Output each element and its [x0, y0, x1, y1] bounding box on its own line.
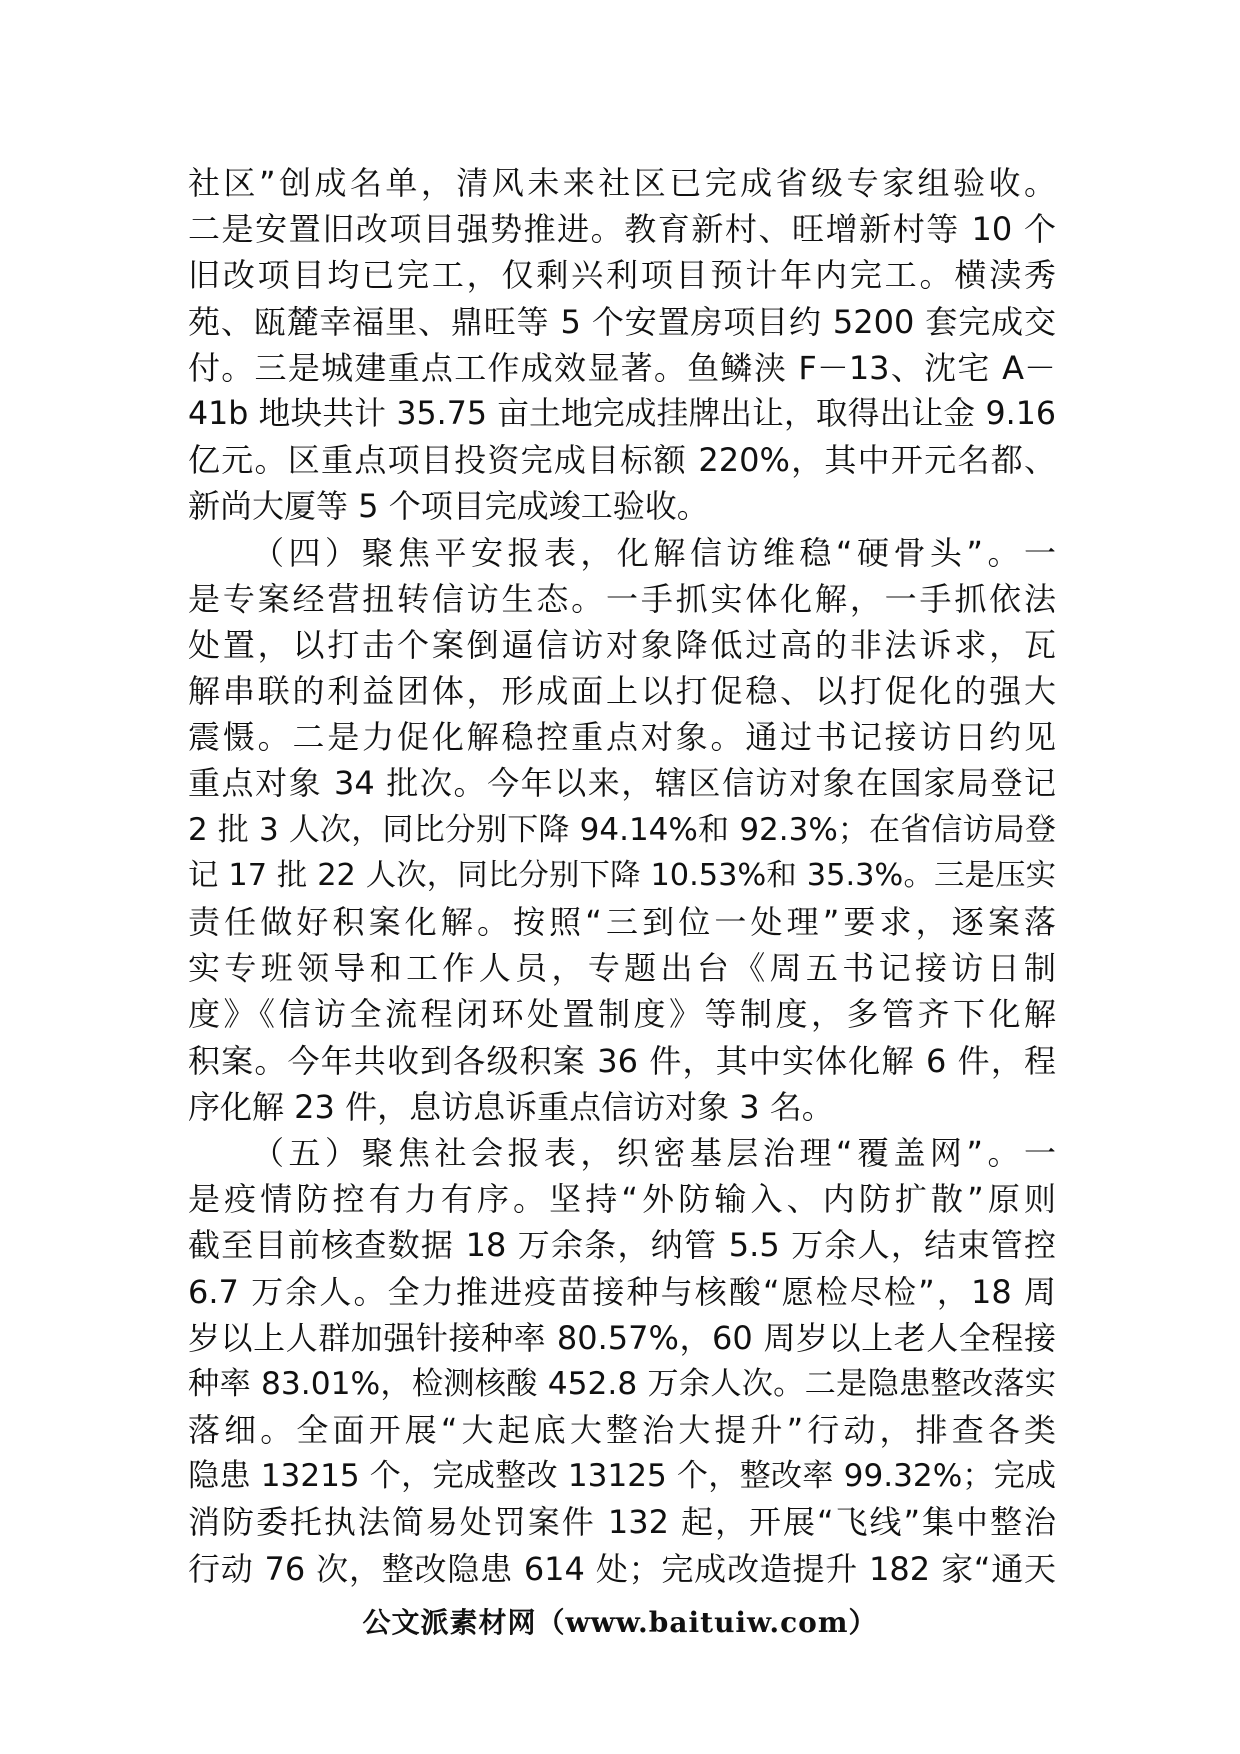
text-line: 截至目前核查数据 18 万余条，纳管 5.5 万余人，结束管控 [188, 1226, 1056, 1265]
text-line: 实专班领导和工作人员，专题出台《周五书记接访日制 [188, 949, 1056, 988]
text-line: 隐患 13215 个，完成整改 13125 个，整改率 99.32%；完成 [188, 1458, 1056, 1495]
text-line: 亿元。区重点项目投资完成目标额 220%，其中开元名都、 [188, 441, 1056, 480]
text-line: 新尚大厦等 5 个项目完成竣工验收。 [188, 487, 709, 526]
text-line: 重点对象 34 批次。今年以来，辖区信访对象在国家局登记 [188, 764, 1056, 803]
text-line: 41b 地块共计 35.75 亩土地完成挂牌出让，取得出让金 9.16 [188, 395, 1056, 432]
text-line: 落细。全面开展“大起底大整治大提升”行动，排查各类 [188, 1411, 1056, 1450]
text-line: 旧改项目均已完工，仅剩兴利项目预计年内完工。横渎秀 [188, 256, 1056, 295]
text-line: 是疫情防控有力有序。坚持“外防输入、内防扩散”原则 [188, 1180, 1056, 1219]
page-footer-watermark: 公文派素材网（www.baituiw.com） [362, 1606, 878, 1639]
text-line: 记 17 批 22 人次，同比分别下降 10.53%和 35.3%。三是压实 [188, 857, 1056, 893]
section-heading-line: （五）聚焦社会报表，织密基层治理“覆盖网”。一 [252, 1133, 1056, 1172]
text-line: 6.7 万余人。全力推进疫苗接种与核酸“愿检尽检”，18 周 [188, 1272, 1056, 1311]
text-line: 苑、瓯麓幸福里、鼎旺等 5 个安置房项目约 5200 套完成交 [188, 302, 1056, 341]
text-line: 行动 76 次，整改隐患 614 处；完成改造提升 182 家“通天 [188, 1549, 1056, 1588]
text-line: 处置，以打击个案倒逼信访对象降低过高的非法诉求，瓦 [188, 625, 1056, 664]
text-line: 付。三是城建重点工作成效显著。鱼鳞浃 F－13、沈宅 A－ [188, 348, 1056, 387]
text-line: 解串联的利益团体，形成面上以打促稳、以打促化的强大 [188, 672, 1056, 711]
text-line: 积案。今年共收到各级积案 36 件，其中实体化解 6 件，程 [188, 1041, 1056, 1080]
text-line: 度》《信访全流程闭环处置制度》等制度，多管齐下化解 [188, 995, 1056, 1034]
text-line: 社区”创成名单，清风未来社区已完成省级专家组验收。 [188, 164, 1056, 202]
body-text [188, 160, 1056, 1592]
section-heading-line: （四）聚焦平安报表，化解信访维稳“硬骨头”。一 [252, 533, 1056, 572]
text-line: 序化解 23 件，息访息诉重点信访对象 3 名。 [188, 1087, 834, 1126]
text-line: 震慑。二是力促化解稳控重点对象。通过书记接访日约见 [188, 718, 1056, 757]
text-line: 是专案经营扭转信访生态。一手抓实体化解，一手抓依法 [188, 579, 1056, 618]
text-line: 责任做好积案化解。按照“三到位一处理”要求，逐案落 [188, 903, 1056, 941]
text-line: 消防委托执法简易处罚案件 132 起，开展“飞线”集中整治 [188, 1503, 1056, 1542]
text-line: 二是安置旧改项目强势推进。教育新村、旺增新村等 10 个 [188, 210, 1056, 249]
text-line: 种率 83.01%，检测核酸 452.8 万余人次。二是隐患整改落实 [188, 1365, 1056, 1402]
text-line: 岁以上人群加强针接种率 80.57%，60 周岁以上老人全程接 [188, 1318, 1056, 1357]
text-line: 2 批 3 人次，同比分别下降 94.14%和 92.3%；在省信访局登 [188, 811, 1056, 848]
